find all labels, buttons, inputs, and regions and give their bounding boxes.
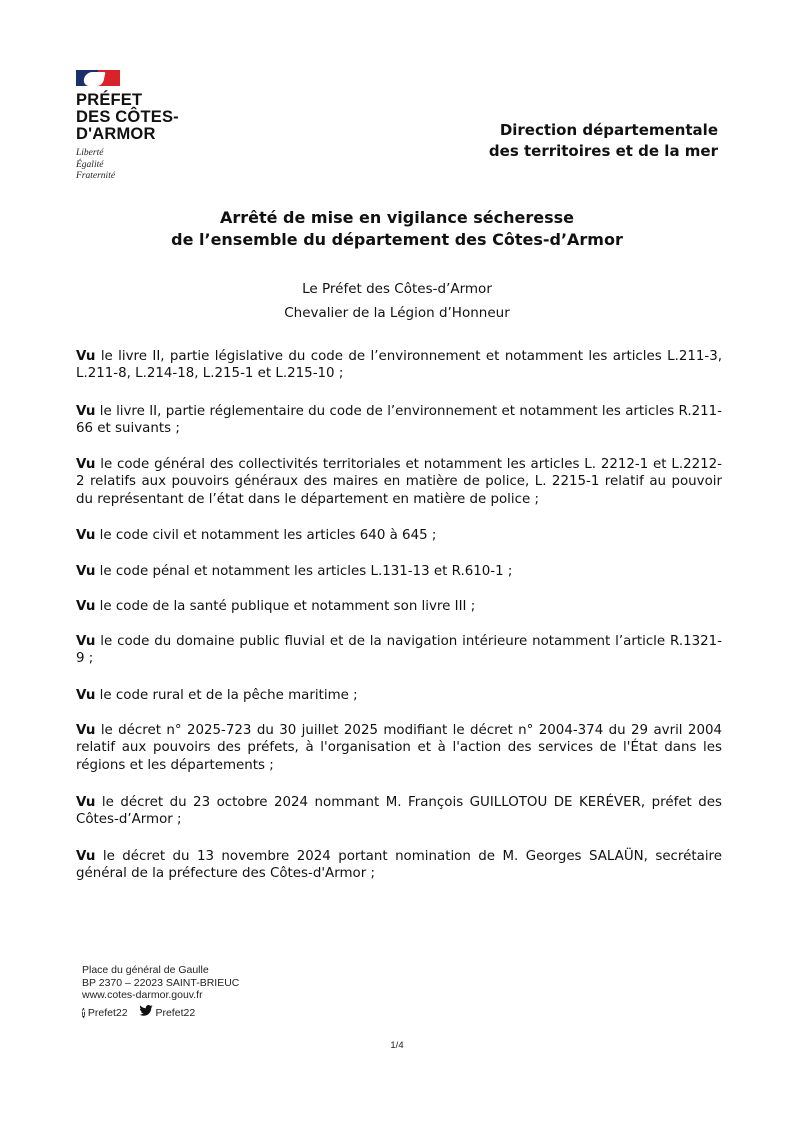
visa-lead: Vu	[76, 634, 96, 649]
facebook-handle[interactable]: Prefet22	[87, 1006, 128, 1019]
social-links	[82, 1005, 239, 1020]
visa-text: le code du domaine public fluvial et de la navigation intérieure notamment l’article R.1321-9 ;	[76, 634, 722, 667]
direction-line-2: des territoires et de la mer	[488, 142, 718, 160]
visa-lead: Vu	[76, 599, 96, 614]
visa-paragraph	[76, 633, 722, 668]
visa-text: le décret du 13 novembre 2024 portant nomination de M. Georges SALAÜN, secrétaire général de la préfecture des Côtes-d'Armor ;	[76, 849, 722, 882]
visa-paragraph	[76, 848, 722, 883]
footer-contact	[82, 964, 239, 1019]
visa-paragraph	[76, 348, 722, 383]
visa-lead: Vu	[76, 528, 96, 543]
visa-paragraph	[76, 527, 722, 544]
visa-lead: Vu	[76, 723, 96, 738]
direction-line-1: Direction départementale	[499, 121, 718, 139]
page-number: 1/4	[390, 1040, 404, 1051]
visa-text: le décret n° 2025-723 du 30 juillet 2025 modifiant le décret n° 2004-374 du 29 avril 2004 relatif aux pouvoirs des préfets, à l'organisation et à l'action des services de l'État dans les régions et les départements ;	[76, 723, 722, 773]
republic-motto	[76, 148, 206, 183]
visa-text: le code pénal et notamment les articles L.131-13 et R.610-1 ;	[95, 564, 513, 579]
visa-lead: Vu	[76, 688, 96, 703]
visa-lead: Vu	[76, 349, 96, 364]
footer-address-line-1: Place du général de Gaulle	[82, 964, 209, 976]
twitter-icon[interactable]	[139, 1005, 153, 1016]
visa-paragraph	[76, 563, 722, 580]
visa-paragraph	[76, 687, 722, 704]
motto-fraternite: Fraternité	[76, 171, 116, 181]
marianne-logo-icon	[76, 70, 206, 86]
visa-text: le livre II, partie législative du code de l’environnement et notamment les articles L.211-3, L.211-8, L.214-18, L.215-1 et L.215-10 ;	[76, 349, 722, 382]
visa-text: le code général des collectivités territoriales et notamment les articles L. 2212-1 et L.2212-2 relatifs aux pouvoirs généraux des maires en matière de police, L. 2215-1 relatif au pouvoir du représentant de l’état dans le département en matière de police ;	[76, 457, 722, 507]
prefect-line-2: Chevalier de la Légion d’Honneur	[284, 305, 510, 321]
visa-text: le décret du 23 octobre 2024 nommant M. François GUILLOTOU DE KERÉVER, préfet des Côtes-d’Armor ;	[76, 795, 722, 828]
visa-lead: Vu	[76, 457, 96, 472]
visa-lead: Vu	[76, 795, 96, 810]
twitter-handle[interactable]: Prefet22	[155, 1006, 196, 1019]
visa-text: le code civil et notamment les articles 640 à 645 ;	[95, 528, 437, 543]
visa-paragraph	[76, 598, 722, 615]
footer-address-line-2: BP 2370 – 22023 SAINT-BRIEUC	[82, 976, 240, 989]
visa-lead: Vu	[76, 404, 96, 419]
prefecture-logo-block	[76, 70, 206, 183]
visa-paragraph	[76, 794, 722, 829]
visa-text: le code rural et de la pêche maritime ;	[95, 688, 358, 703]
footer-website-link[interactable]: www.cotes-darmor.gouv.fr	[82, 989, 203, 1001]
title-line-2: de l’ensemble du département des Côtes-d’Armor	[171, 230, 623, 249]
prefecture-name: PRÉFET DES CÔTES- D'ARMOR	[76, 91, 179, 143]
issuing-direction	[470, 120, 718, 162]
facebook-icon[interactable]: f	[82, 1007, 85, 1018]
title-line-1: Arrêté de mise en vigilance sécheresse	[219, 208, 575, 227]
prefect-line-1: Le Préfet des Côtes-d’Armor	[302, 281, 492, 297]
visa-lead: Vu	[76, 564, 96, 579]
motto-liberte: Liberté	[76, 148, 104, 158]
visa-lead: Vu	[76, 849, 96, 864]
decree-title	[80, 207, 714, 251]
visa-paragraph	[76, 722, 722, 774]
visa-text: le livre II, partie réglementaire du code de l’environnement et notamment les articles R.211-66 et suivants ;	[76, 404, 722, 437]
prefect-intro	[80, 277, 714, 325]
visa-paragraph	[76, 456, 722, 508]
motto-egalite: Égalité	[76, 159, 104, 170]
visa-text: le code de la santé publique et notamment son livre III ;	[95, 599, 476, 614]
visa-paragraph	[76, 403, 722, 438]
